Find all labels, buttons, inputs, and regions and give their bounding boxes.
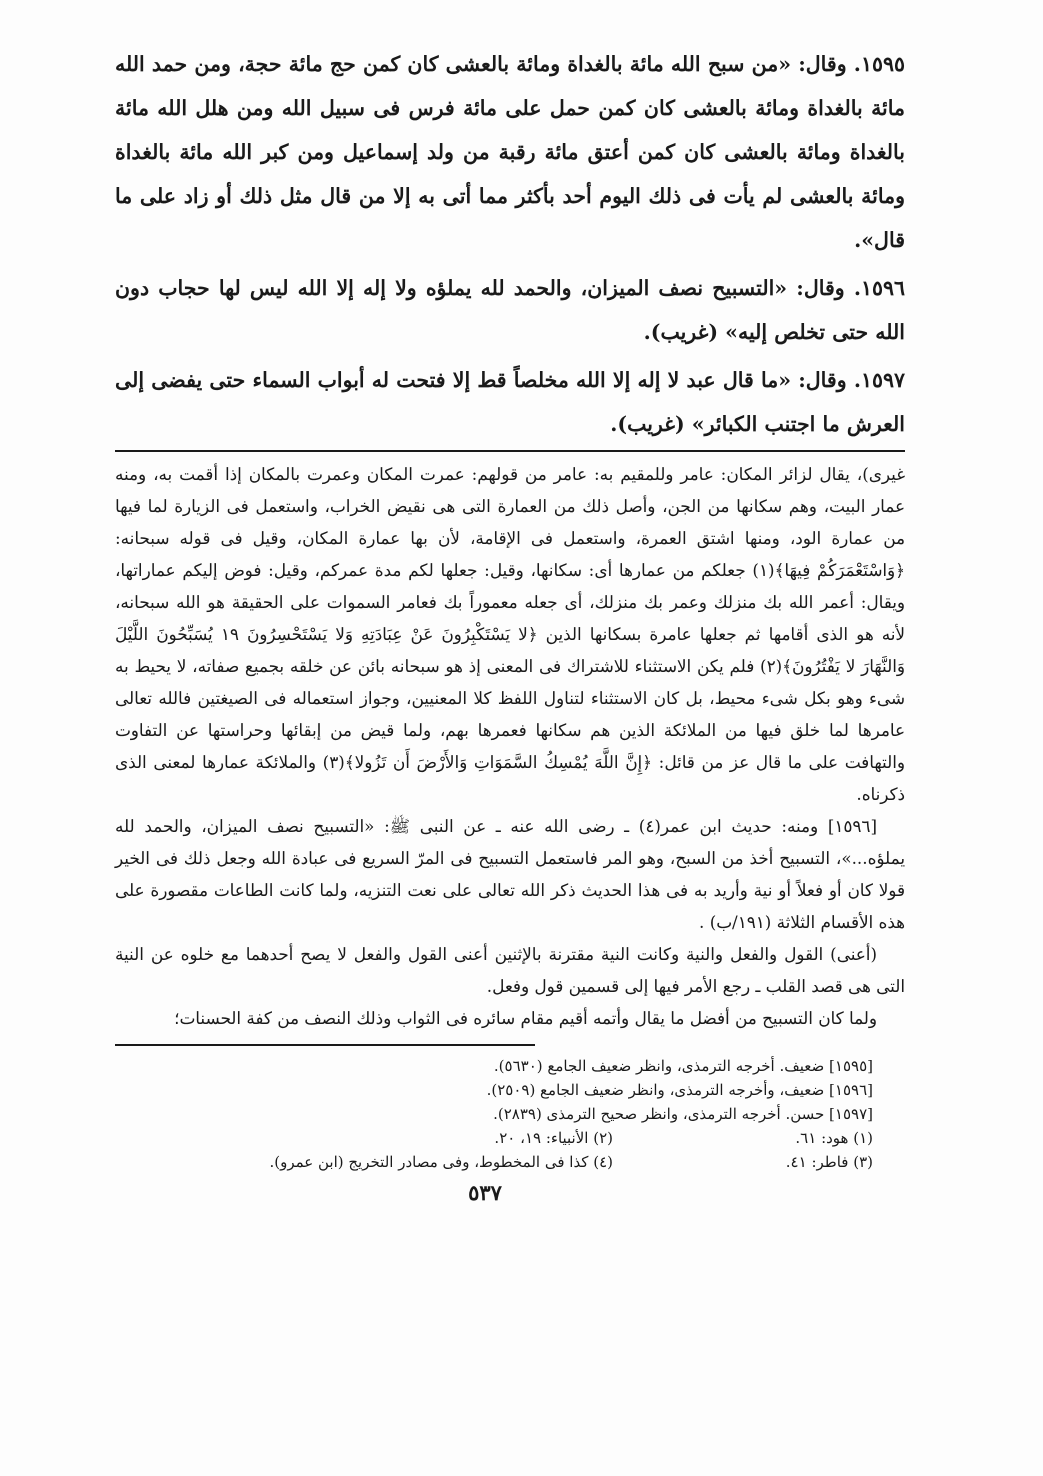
commentary-paragraph: غيرى)، يقال لزائر المكان: عامر وللمقيم به: عامر من قولهم: عمرت المكان وعمرت بالمكان إذا أقمت به، ومنه عمار البيت، وهم سكانها من الجن، وأصل ذلك من العمارة التى هى نقيض الخراب، واستعمل فى الزيارة لما فيها من عمارة الود، ومنها اشتق العمرة، واستعمل فى الإقامة، لأن بها عمارة المكان، وقيل فى قوله سبحانه: ﴿وَاسْتَعْمَرَكُمْ فِيهَا﴾(١) جعلكم من عمارها أى: سكانها، وقيل: جعلها لكم مدة عمركم، وقيل: فوض إليكم عماراتها، ويقال: أعمر الله بك منزلك وعمر بك منزلك، أى جعله معموراً بك فعامر السموات على الحقيقة هو الله سبحانه، لأنه هو الذى أقامها ثم جعلها عامرة بسكانها الذين ﴿لا يَسْتَكْبِرُونَ عَنْ عِبَادَتِهِ وَلا يَسْتَحْسِرُونَ ١٩ يُسَبِّحُونَ اللَّيْلَ وَالنَّهَارَ لا يَفْتُرُونَ﴾(٢) فلم يكن الاستثناء للاشتراك فى المعنى إذ هو سبحانه بائن عن خلقه بجميع صفاته، لا يحيط به شىء وهو بكل شىء محيط، بل كان الاستثناء لتناول اللفظ كلا المعنيين، وجواز استعماله فى الصيغتين فالله تعالى عامرها لما خلق فيها من الملائكة الذين هم سكانها فعمرها بهم، ولما قيض من إبقائها وحراستها عن التفاوت والتهافت على ما قال عز من قائل: ﴿إِنَّ اللَّهَ يُمْسِكُ السَّمَوَاتِ وَالأَرْضَ أَن تَزُولا﴾(٣) والملائكة عمارها لمعنى الذى ذكرناه. (115, 464, 906, 804)
footnote-divider (115, 1044, 535, 1046)
hadith-number: ١٥٩٥ (860, 52, 905, 76)
commentary-paragraph: (أعنى) القول والفعل والنية وكانت النية مقترنة بالإثنين أعنى القول والفعل لا يصح أحدهما مع خلوه عن النية التى هى قصد القلب ـ رجع الأمر فيها إلى قسمين قول وفعل. (115, 944, 905, 996)
hadith-text: وقال: «من سبح الله مائة بالغداة ومائة بالعشى كان كمن حج مائة حجة، ومن حمد الله مائة بالغداة ومائة بالعشى كان كمن حمل على مائة فرس فى سبيل الله ومن هلل الله مائة بالغداة ومائة بالعشى كان كمن أعتق مائة رقبة من ولد إسماعيل ومن كبر الله مائة بالغداة ومائة بالعشى لم يأت فى ذلك اليوم أحد بأكثر مما أتى به إلا من قال مثل ذلك أو زاد على ما قال». (115, 52, 905, 252)
footnote-note: (٣) فاطر: ٤١. (785, 1153, 873, 1171)
hadith-number: ١٥٩٦ (860, 276, 905, 300)
hadith-entry: ١٥٩٧. وقال: «ما قال عبد لا إله إلا الله مخلصاً قط إلا فتحت له أبواب السماء حتى يفضى إلى العرش ما اجتنب الكبائر» (غريب). (115, 368, 905, 436)
footnote-note: (١) هود: ٦١. (795, 1129, 873, 1147)
footnotes (115, 1054, 873, 1174)
commentary-paragraph: ولما كان التسبيح من أفضل ما يقال وأتمه أقيم مقام سائره فى الثواب وذلك النصف من كفة الحسنات؛ (174, 1008, 877, 1028)
footnote-ref: [١٥٩٧] حسن. أخرجه الترمذى، وانظر صحيح الترمذى (٢٨٣٩). (493, 1105, 873, 1123)
footnote-note: (٤) كذا فى المخطوط، وفى مصادر التخريج (ابن عمرو). (269, 1153, 613, 1171)
hadith-entry: ١٥٩٦. وقال: «التسبيح نصف الميزان، والحمد لله يملؤه ولا إله إلا الله ليس لها حجاب دون الله حتى تخلص إليه» (غريب). (115, 276, 905, 344)
footnote-notes-row (115, 1126, 873, 1150)
page-number: ٥٣٧ (468, 1180, 502, 1205)
hadith-text: وقال: «التسبيح نصف الميزان، والحمد لله يملؤه ولا إله إلا الله ليس لها حجاب دون الله حتى تخلص إليه» (غريب). (115, 276, 905, 344)
page-body (115, 42, 905, 1205)
commentary-paragraph: [١٥٩٦] ومنه: حديث ابن عمر(٤) ـ رضى الله عنه ـ عن النبى ﷺ: «التسبيح نصف الميزان، والحمد لله يملؤه...»، التسبيح أخذ من السبح، وهو المر فاستعمل التسبيح فى المرّ السريع فى عبادة الله وجعل ذلك فى الخير قولا كان أو فعلاً أو نية وأريد به فى هذا الحديث ذكر الله تعالى على نعت التنزيه، ولما كانت الطاعات مقصورة على هذه الأقسام الثلاثة (١٩١/ب) . (115, 816, 905, 932)
hadith-section (115, 42, 905, 446)
footnote-ref: [١٥٩٦] ضعيف، وأخرجه الترمذى، وانظر ضعيف الجامع (٢٥٠٩). (486, 1081, 873, 1099)
footnote-notes-row (115, 1150, 873, 1174)
footnote-note: (٢) الأنبياء: ١٩، ٢٠. (494, 1129, 613, 1147)
footnote-ref: [١٥٩٥] ضعيف. أخرجه الترمذى، وانظر ضعيف الجامع (٥٦٣٠). (493, 1057, 873, 1075)
commentary (115, 458, 905, 1034)
section-divider (115, 450, 905, 452)
hadith-text: وقال: «ما قال عبد لا إله إلا الله مخلصاً قط إلا فتحت له أبواب السماء حتى يفضى إلى العرش ما اجتنب الكبائر» (غريب). (115, 368, 905, 436)
hadith-entry: ١٥٩٥. وقال: «من سبح الله مائة بالغداة ومائة بالعشى كان كمن حج مائة حجة، ومن حمد الله مائة بالغداة ومائة بالعشى كان كمن حمل على مائة فرس فى سبيل الله ومن هلل الله مائة بالغداة ومائة بالعشى كان كمن أعتق مائة رقبة من ولد إسماعيل ومن كبر الله مائة بالغداة ومائة بالعشى لم يأت فى ذلك اليوم أحد بأكثر مما أتى به إلا من قال مثل ذلك أو زاد على ما قال». (115, 52, 905, 252)
hadith-number: ١٥٩٧ (860, 368, 905, 392)
